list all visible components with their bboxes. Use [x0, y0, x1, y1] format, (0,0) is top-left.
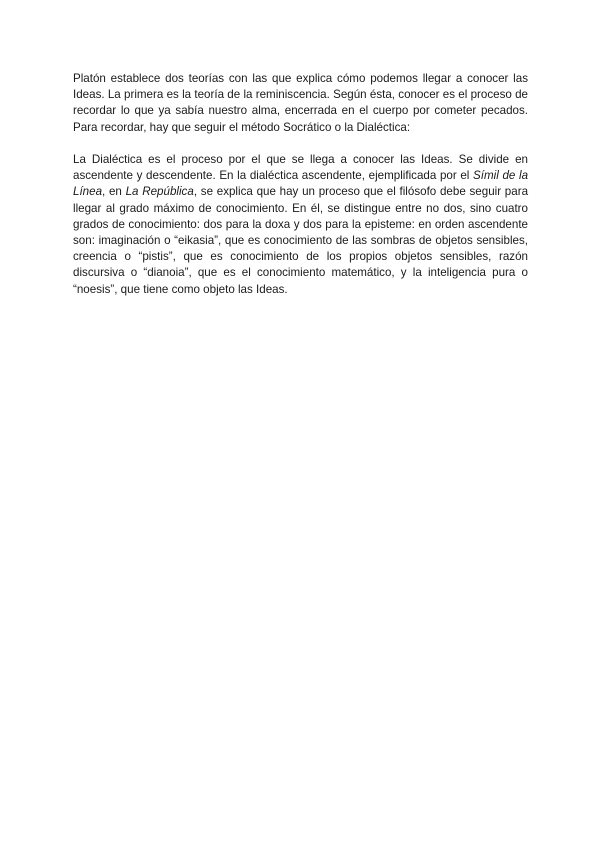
paragraph-dialectic-text-1: La Dialéctica es el proceso por el que se llega a conocer las Ideas. Se divide en ascendente y descendente. En la dialéctica ascendente, ejemplificada por el: [73, 153, 528, 183]
la-republica-title: La República: [125, 185, 194, 199]
paragraph-dialectic: [73, 152, 528, 298]
paragraph-reminiscence: Platón establece dos teorías con las que explica cómo podemos llegar a conocer las Ideas. La primera es la teoría de la reminiscencia. Según ésta, conocer es el proceso de recordar lo que ya sabía nuestro alma, encerrada en el cuerpo por cometer pecados. Para recordar, hay que seguir el método Socrático o la Dialéctica:: [73, 72, 528, 134]
paragraph-dialectic-text-3: , se explica que hay un proceso que el filósofo debe seguir para llegar al grado máximo de conocimiento. En él, se distingue entre no dos, sino cuatro grados de conocimiento: dos para la doxa y dos para la episteme: en orden ascendente son: imaginación o “eikasia”, que es conocimiento de las sombras de objetos sensibles, creencia o “pistis”, que es conocimiento de los propios objetos sensibles, razón discursiva o “dianoia”, que es el conocimiento matemático, y la inteligencia pura o “noesis”, que tiene como objeto las Ideas.: [73, 185, 529, 296]
simil-de-la-linea-title: Símil de la Línea: [73, 169, 529, 199]
paragraph-dialectic-text-2: , en: [102, 185, 126, 199]
